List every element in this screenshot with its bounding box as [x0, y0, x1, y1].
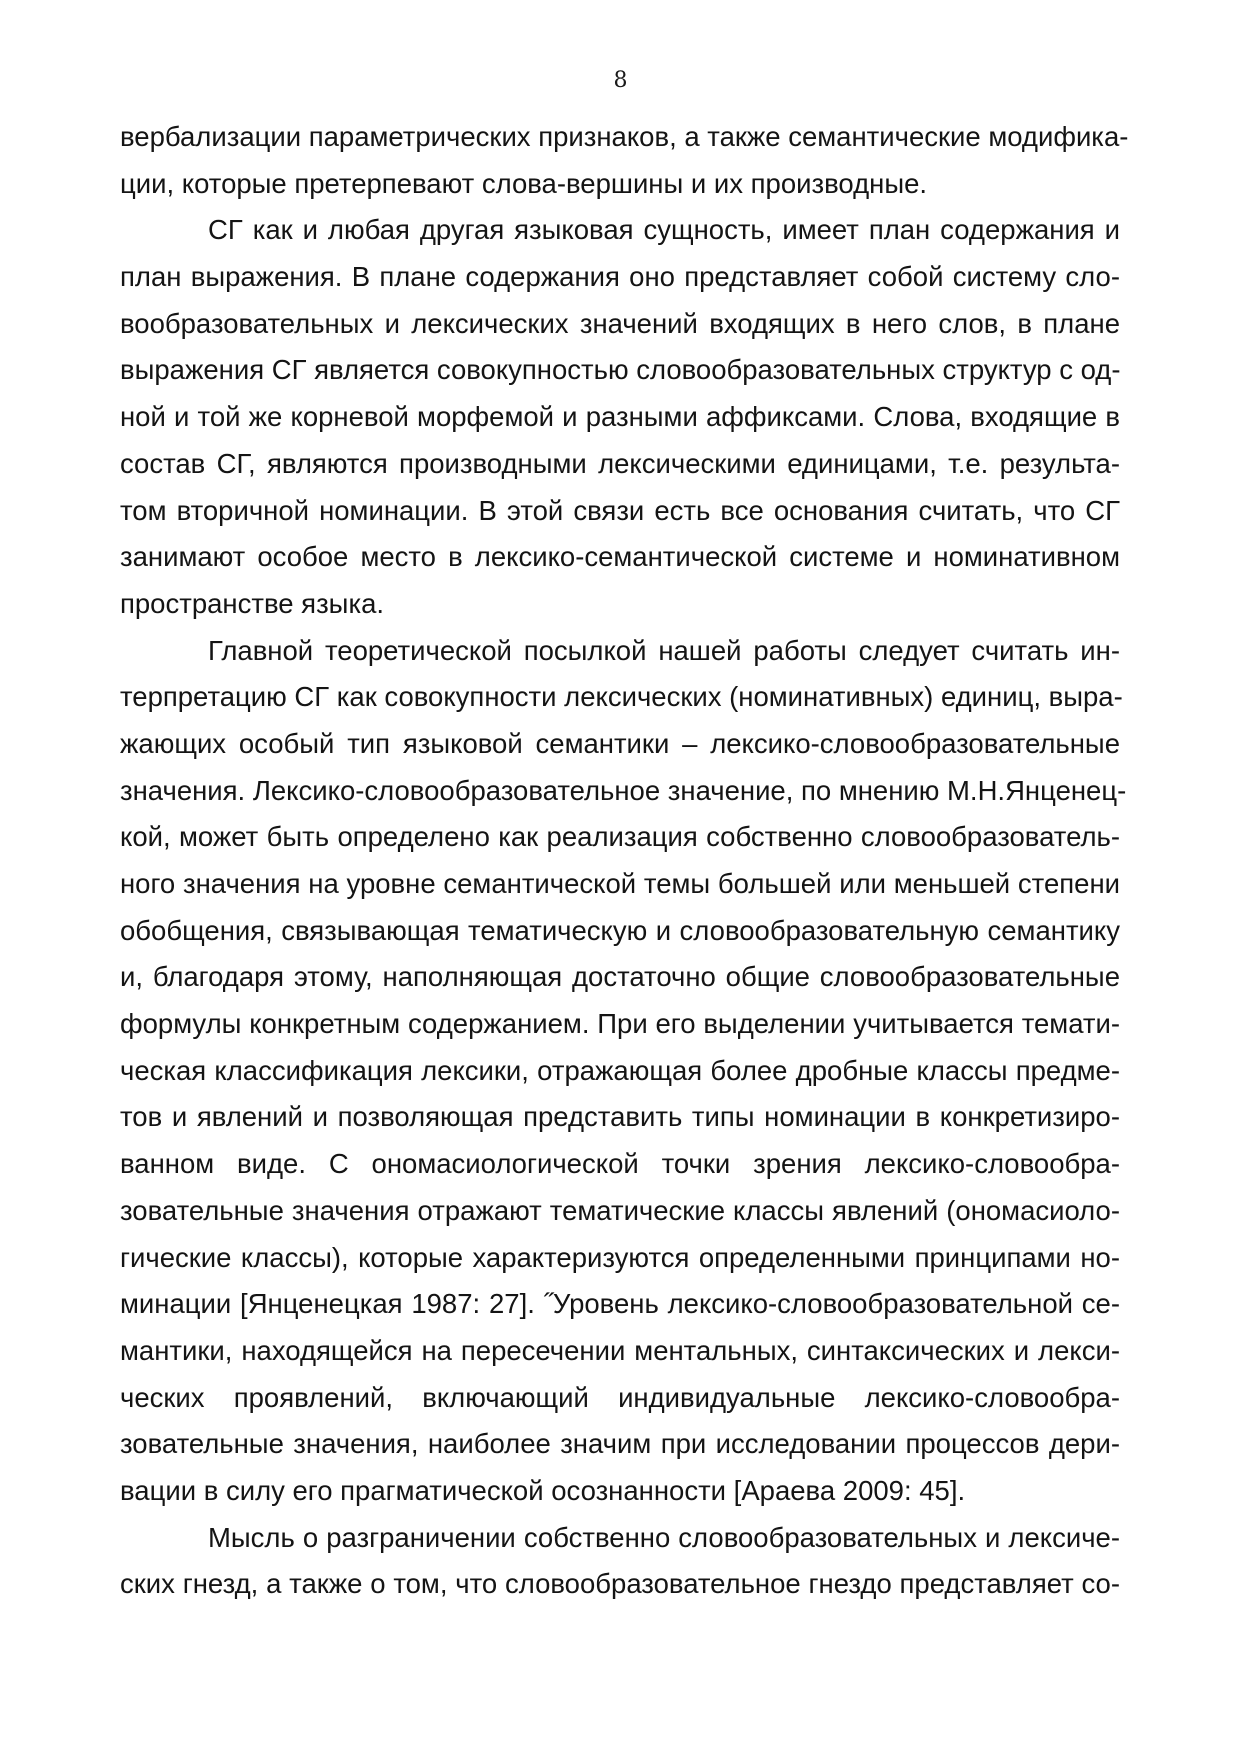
- text-line: формулы конкретным содержанием. При его выделении учитывается темати-: [120, 1008, 1120, 1040]
- text-line: и, благодаря этому, наполняющая достаточно общие словообразовательные: [120, 961, 1120, 993]
- paragraph-first-line: Главной теоретической посылкой нашей работы следует считать ин-: [208, 634, 1120, 666]
- text-line: значения. Лексико-словообразовательное значение, по мнению М.Н.Янценец-: [120, 774, 1127, 806]
- text-line: тов и явлений и позволяющая представить типы номинации в конкретизиро-: [120, 1101, 1120, 1133]
- text-line: зовательные значения отражают тематические классы явлений (ономасиоло-: [120, 1194, 1120, 1226]
- text-line: минации [Янценецкая 1987: 27]. ˝Уровень лексико-словообразовательной се-: [120, 1288, 1120, 1320]
- paragraph-first-line: Мысль о разграничении собственно словообразовательных и лексиче-: [208, 1521, 1120, 1553]
- text-line: выражения СГ является совокупностью словообразовательных структур с од-: [120, 354, 1121, 386]
- text-line: ции, которые претерпевают слова-вершины и их производные.: [120, 167, 928, 199]
- page-number: 8: [613, 68, 628, 93]
- text-line: обобщения, связывающая тематическую и словообразовательную семантику: [120, 914, 1120, 946]
- text-line: занимают особое место в лексико-семантической системе и номинативном: [120, 541, 1120, 573]
- text-line: ного значения на уровне семантической темы большей или меньшей степени: [120, 868, 1120, 899]
- text-line: ческих проявлений, включающий индивидуальные лексико-словообра-: [120, 1381, 1120, 1413]
- text-line: ной и той же корневой морфемой и разными аффиксами. Слова, входящие в: [120, 401, 1120, 433]
- text-line: мантики, находящейся на пересечении ментальных, синтаксических и лекси-: [120, 1334, 1120, 1366]
- text-line: состав СГ, являются производными лексическими единицами, т.е. результа-: [120, 447, 1120, 479]
- text-line: план выражения. В плане содержания оно представляет собой систему сло-: [120, 261, 1120, 293]
- paragraph-first-line: СГ как и любая другая языковая сущность, имеет план содержания и: [208, 214, 1120, 246]
- text-line: ванном виде. С ономасиологической точки зрения лексико-словообра-: [120, 1148, 1120, 1180]
- text-line: жающих особый тип языковой семантики – лексико-словообразовательные: [120, 727, 1120, 759]
- text-line: зовательные значения, наиболее значим при исследовании процессов дери-: [120, 1428, 1120, 1460]
- text-line: вации в силу его прагматической осознанности [Араева 2009: 45].: [120, 1474, 966, 1506]
- document-body: [120, 114, 1129, 1608]
- text-line: вербализации параметрических признаков, а также семантические модифика-: [120, 121, 1129, 152]
- text-line: терпретацию СГ как совокупности лексических (номинативных) единиц, выра-: [120, 681, 1123, 713]
- text-line: пространстве языка.: [120, 587, 385, 619]
- text-line: том вторичной номинации. В этой связи есть все основания считать, что СГ: [120, 494, 1120, 526]
- text-line: ческая классификация лексики, отражающая более дробные классы предме-: [120, 1054, 1120, 1086]
- text-line: гические классы), которые характеризуются определенными принципами но-: [120, 1241, 1120, 1273]
- text-line: кой, может быть определено как реализация собственно словообразователь-: [120, 821, 1120, 853]
- text-line: вообразовательных и лексических значений входящих в него слов, в плане: [120, 307, 1120, 339]
- text-line: ских гнезд, а также о том, что словообразовательное гнездо представляет со-: [120, 1568, 1120, 1600]
